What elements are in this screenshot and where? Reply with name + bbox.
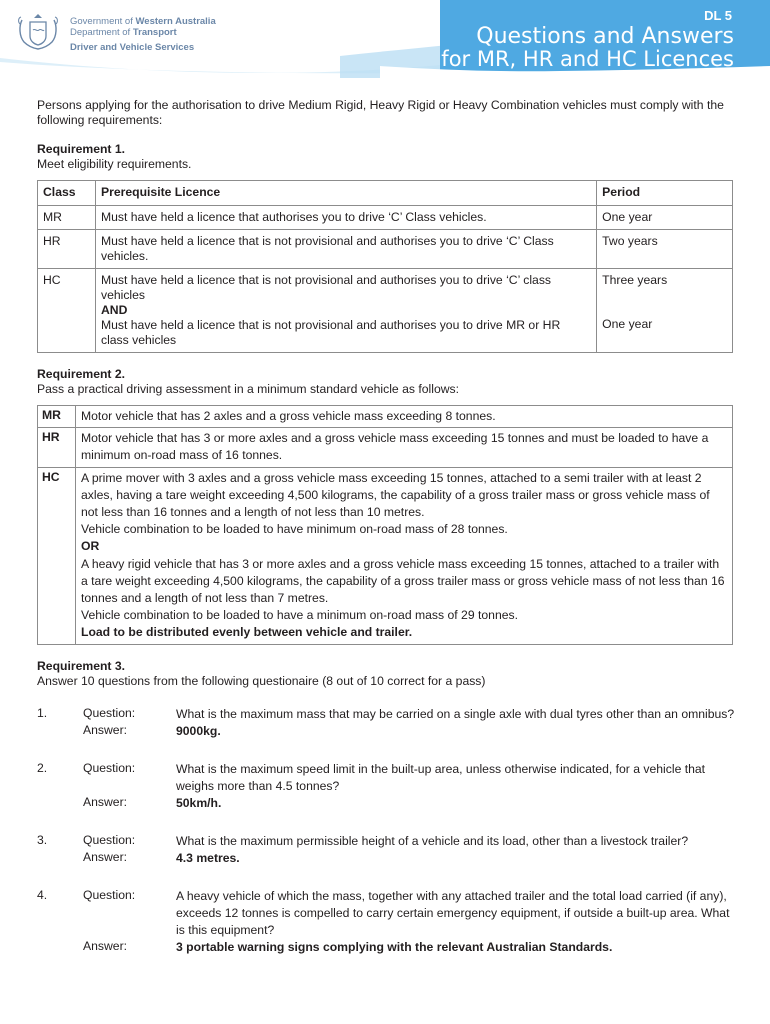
question-label: Question: — [83, 760, 136, 775]
requirement-3-desc: Answer 10 questions from the following questionaire (8 out of 10 correct for a pass) — [37, 673, 486, 688]
class-cell: HC — [38, 269, 96, 353]
vehicle-text-d: Vehicle combination to be loaded to have a minimum on-road mass of 29 tonnes. — [81, 608, 518, 623]
table-row — [38, 206, 733, 230]
vehicle-text-e: Load to be distributed evenly between vehicle and trailer. — [81, 625, 413, 640]
class-cell: MR — [38, 406, 76, 428]
question-number: 4. — [37, 887, 48, 902]
header-class: Class — [38, 181, 96, 206]
question-text: What is the maximum permissible height of a vehicle and its load, other than a livestock trailer? — [176, 833, 689, 848]
question-number: 1. — [37, 705, 48, 720]
list-item — [37, 761, 737, 812]
class-cell: HC — [38, 467, 76, 644]
prerequisite-licence-table — [37, 180, 733, 353]
period-cell — [597, 269, 733, 353]
answer-text: 3 portable warning signs complying with the relevant Australian Standards. — [176, 939, 613, 954]
vehicle-cell — [76, 467, 733, 644]
question-list — [37, 706, 737, 956]
question-number: 2. — [37, 760, 48, 775]
department-name-block — [70, 16, 216, 53]
licence-cell: Must have held a licence that authorises you to drive ‘C’ Class vehicles. — [95, 206, 596, 230]
period-a: Three years — [602, 273, 668, 287]
requirement-1-title: Requirement 1. — [37, 142, 126, 156]
form-code: DL 5 — [704, 8, 732, 23]
question-label: Question: — [83, 832, 136, 847]
and-label: AND — [100, 303, 128, 317]
document-body — [37, 98, 737, 956]
question-text: A heavy vehicle of which the mass, together with any attached trailer and the total load carried (if any), exceeds 12 tonnes is compelled to carry certain emergency equipment, if outside a built-up area. What is this equipment? — [176, 888, 730, 937]
table-row — [38, 428, 733, 467]
list-item — [37, 833, 737, 867]
period-b: One year — [602, 317, 653, 331]
gov-line3: Driver and Vehicle Services — [70, 42, 195, 53]
table-row — [38, 406, 733, 428]
answer-text: 50km/h. — [176, 795, 222, 810]
answer-text: 9000kg. — [176, 723, 221, 738]
licence-cell — [95, 269, 596, 353]
requirement-2-desc: Pass a practical driving assessment in a minimum standard vehicle as follows: — [37, 382, 459, 396]
period-cell: Two years — [597, 230, 733, 269]
licence-cell: Must have held a licence that is not provisional and authorises you to drive ‘C’ Class vehicles. — [95, 230, 596, 269]
header-licence: Prerequisite Licence — [95, 181, 596, 206]
assessment-vehicle-table — [37, 405, 733, 645]
question-number: 3. — [37, 832, 48, 847]
licence-text-a: Must have held a licence that is not provisional and authorises you to drive ‘C’ class vehicles — [100, 273, 552, 302]
table-row — [38, 467, 733, 644]
requirement-1-desc: Meet eligibility requirements. — [37, 157, 192, 171]
or-label: OR — [81, 539, 100, 554]
table-row — [38, 230, 733, 269]
list-item — [37, 706, 737, 740]
header-period: Period — [597, 181, 733, 206]
list-item — [37, 888, 737, 956]
table-header-row — [38, 181, 733, 206]
gov-line1-pre: Government of — [70, 16, 136, 27]
page-header — [0, 0, 770, 78]
gov-line1-bold: Western Australia — [135, 16, 216, 27]
document-subtitle: for MR, HR and HC Licences — [441, 47, 734, 71]
class-cell: HR — [38, 428, 76, 467]
vehicle-cell: Motor vehicle that has 3 or more axles and a gross vehicle mass exceeding 15 tonnes and must be loaded to have a minimum on-road mass of 16 tonnes. — [76, 428, 733, 467]
answer-label: Answer: — [83, 938, 128, 953]
question-text: What is the maximum speed limit in the built-up area, unless otherwise indicated, for a vehicle that weighs more than 4.5 tonnes? — [176, 761, 706, 793]
vehicle-text-a: A prime mover with 3 axles and a gross vehicle mass exceeding 15 tonnes, attached to a semi trailer with at least 2 axles, having a tare weight exceeding 4,500 kilograms, the capability of a gross trailer mass or gross vehicle mass of not less than 16 tonnes and a length of not less than 10 metres. — [81, 470, 710, 520]
gov-line2-pre: Department of — [70, 27, 133, 38]
government-crest-logo — [16, 12, 60, 52]
question-label: Question: — [83, 887, 136, 902]
gov-line2-bold: Transport — [132, 27, 177, 38]
licence-text-b: Must have held a licence that is not provisional and authorises you to drive MR or HR class vehicles — [100, 318, 561, 347]
table-row — [38, 269, 733, 353]
question-label: Question: — [83, 705, 136, 720]
document-title: Questions and Answers — [476, 24, 734, 49]
question-text: What is the maximum mass that may be carried on a single axle with dual tyres other than an omnibus? — [176, 706, 735, 721]
vehicle-text-c: A heavy rigid vehicle that has 3 or more axles and a gross vehicle mass exceeding 15 tonnes, attached to a trailer with a tare weight exceeding 4,500 kilograms, the capability of a gross trailer mass or gross vehicle mass of not less than 16 tonnes and a length of not less than 7 metres. — [81, 556, 725, 606]
vehicle-text-b: Vehicle combination to be loaded to have minimum on-road mass of 28 tonnes. — [81, 522, 508, 537]
answer-label: Answer: — [83, 849, 128, 864]
answer-label: Answer: — [83, 794, 128, 809]
period-cell: One year — [597, 206, 733, 230]
requirement-3-title: Requirement 3. — [37, 658, 126, 673]
class-cell: MR — [38, 206, 96, 230]
vehicle-cell: Motor vehicle that has 2 axles and a gross vehicle mass exceeding 8 tonnes. — [76, 406, 733, 428]
answer-text: 4.3 metres. — [176, 850, 240, 865]
requirement-2-title: Requirement 2. — [37, 367, 126, 381]
class-cell: HR — [38, 230, 96, 269]
intro-paragraph: Persons applying for the authorisation to drive Medium Rigid, Heavy Rigid or Heavy Combination vehicles must comply with the following requirements: — [37, 98, 724, 127]
answer-label: Answer: — [83, 722, 128, 737]
